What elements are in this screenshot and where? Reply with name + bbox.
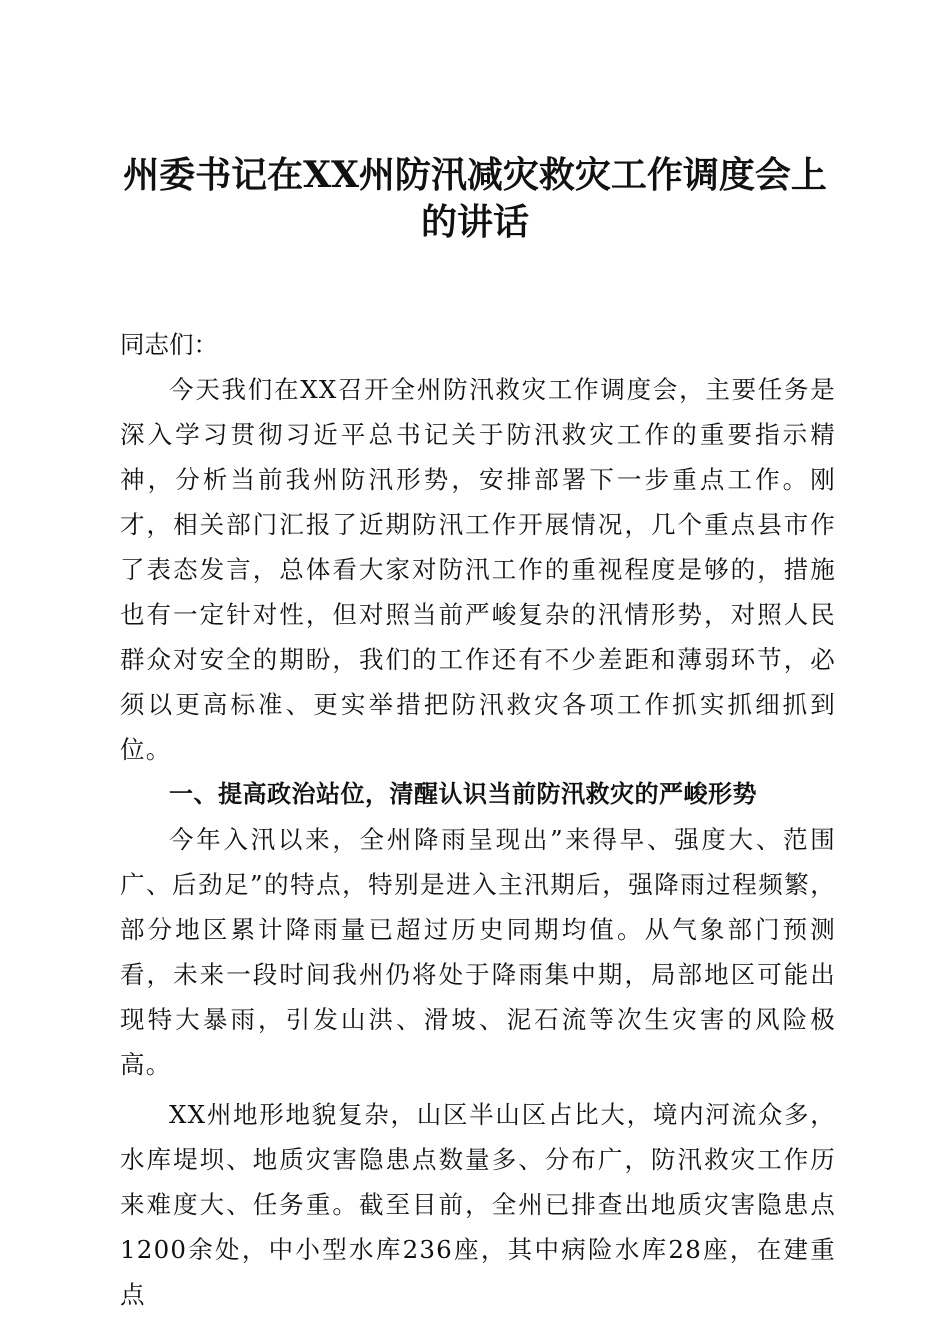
document-body [120, 322, 836, 1317]
section-heading: 一、提高政治站位，清醒认识当前防汛救灾的严峻形势 [169, 780, 757, 808]
salutation: 同志们： [120, 330, 218, 359]
document-title: 州委书记在XX州防汛减灾救灾工作调度会上的讲话 [123, 154, 827, 243]
paragraph-terrain: XX州地形地貌复杂，山区半山区占比大，境内河流众多，水库堤坝、地质灾害隐患点数量多、分布广，防汛救灾工作历来难度大、任务重。截至目前，全州已排查出地质灾害隐患点1200余处，中小型水库236座，其中病险水库28座，在建重点 [120, 1100, 836, 1309]
paragraph-situation: 今年入汛以来，全州降雨呈现出”来得早、强度大、范围广、后劲足”的特点，特别是进入主汛期后，强降雨过程频繁，部分地区累计降雨量已超过历史同期均值。从气象部门预测看，未来一段时间我州仍将处于降雨集中期，局部地区可能出现特大暴雨，引发山洪、滑坡、泥石流等次生灾害的风险极高。 [120, 825, 836, 1079]
paragraph-intro: 今天我们在XX召开全州防汛救灾工作调度会，主要任务是深入学习贯彻习近平总书记关于防汛救灾工作的重要指示精神，分析当前我州防汛形势，安排部署下一步重点工作。刚才，相关部门汇报了近期防汛工作开展情况，几个重点县市作了表态发言，总体看大家对防汛工作的重视程度是够的，措施也有一定针对性，但对照当前严峻复杂的汛情形势，对照人民群众对安全的期盼，我们的工作还有不少差距和薄弱环节，必须以更高标准、更实举措把防汛救灾各项工作抓实抓细抓到位。 [120, 375, 836, 764]
